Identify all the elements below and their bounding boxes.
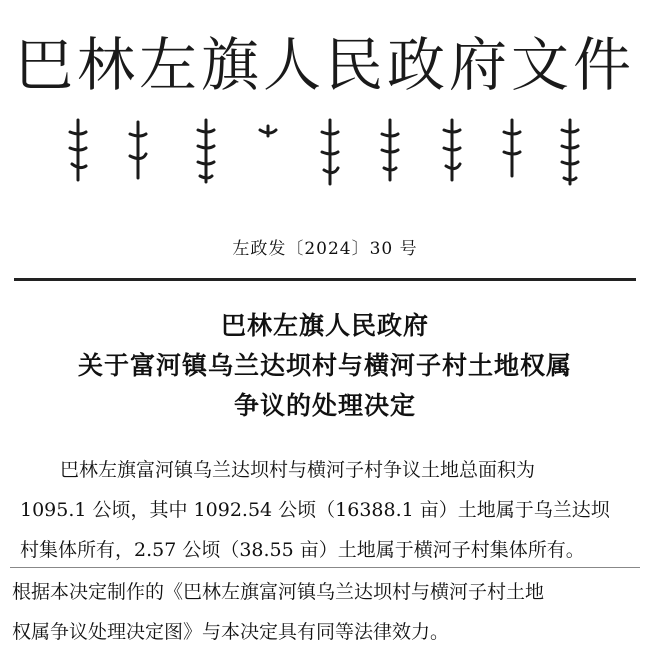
document-title-line-1: 巴林左旗人民政府 (220, 311, 429, 340)
paragraph-1-line-3: 村集体所有，2.57 公顷（38.55 亩）土地属于横河子村集体所有。 (20, 539, 585, 561)
paragraph-2-line-2: 权属争议处理决定图》与本决定具有同等法律效力。 (12, 621, 450, 643)
mongolian-script-title (60, 112, 600, 192)
document-title-line-2: 关于富河镇乌兰达坝村与横河子村土地权属 (77, 351, 572, 380)
document-header-title: 巴林左旗人民政府文件 (14, 31, 635, 99)
header-divider (14, 278, 636, 281)
paragraph-2-line-1: 根据本决定制作的《巴林左旗富河镇乌兰达坝村与横河子村土地 (12, 581, 545, 603)
document-number: 左政发〔2024〕30 号 (232, 239, 418, 259)
page-break-line (10, 567, 640, 568)
body-paragraph-1 (20, 450, 632, 570)
paragraph-1-line-2: 1095.1 公顷，其中 1092.54 公顷（16388.1 亩）土地属于乌兰达坝 (20, 499, 610, 521)
document-title-line-3: 争议的处理决定 (233, 391, 416, 420)
body-paragraph-2 (12, 572, 624, 652)
mongolian-script-graphic (60, 112, 600, 192)
paragraph-1-line-1: 巴林左旗富河镇乌兰达坝村与横河子村争议土地总面积为 (60, 459, 536, 481)
